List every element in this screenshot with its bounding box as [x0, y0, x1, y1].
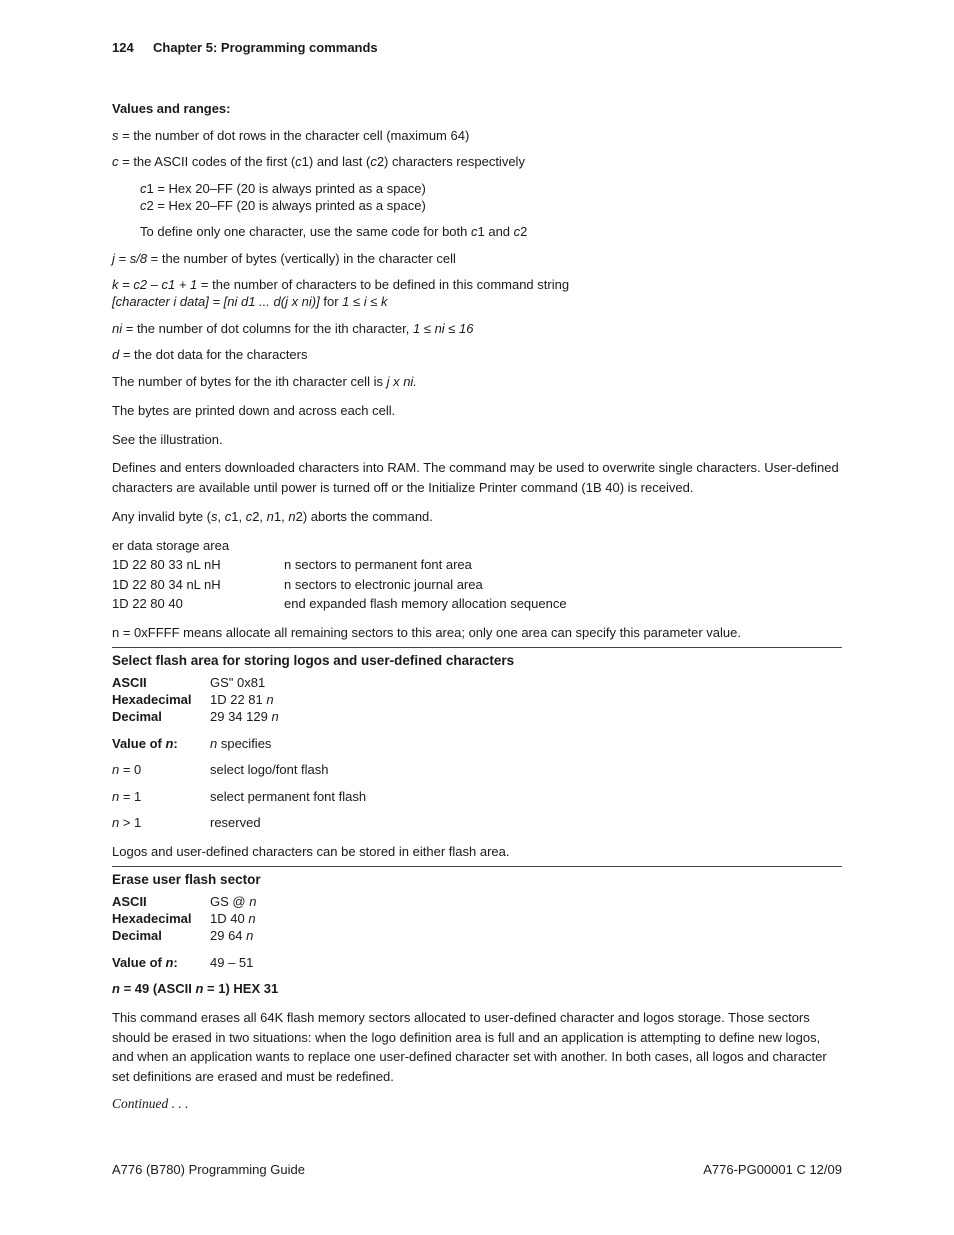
value-of-n-text: n specifies	[210, 736, 272, 751]
c-definition: c = the ASCII codes of the first (c1) and last (c2) characters respectively	[112, 154, 525, 169]
flash-section-title: Select flash area for storing logos and user-defined characters	[112, 653, 515, 668]
option-condition: n = 0	[112, 762, 142, 777]
decimal-value: 29 64 n	[210, 928, 254, 943]
decimal-label: Decimal	[112, 928, 162, 943]
value-of-n-label: Value of n:	[112, 736, 178, 751]
decimal-value: 29 34 129 n	[210, 709, 279, 724]
ascii-value: GS @ n	[210, 894, 257, 909]
decimal-label: Decimal	[112, 709, 162, 724]
continued-marker: Continued . . .	[112, 1096, 189, 1111]
footer-doc-number: A776-PG00001 C 12/09	[703, 1162, 842, 1177]
storage-note: n = 0xFFFF means allocate all remaining sectors to this area; only one area can specify this parameter value.	[112, 625, 741, 640]
storage-desc: n sectors to electronic journal area	[284, 577, 483, 592]
section-divider	[112, 866, 842, 867]
erase-description: This command erases all 64K flash memory sectors allocated to user-defined character and logos storage. Those sectors should be erased in two situations: when the logo definition area is full and an application is attempting to define new logos, and when an application wants to replace one user-defined character set with another. In both cases, all logos and character set definitions are erased and must be redefined.	[112, 1010, 827, 1084]
printed-down-text: The bytes are printed down and across each cell.	[112, 403, 396, 418]
storage-code: 1D 22 80 34 nL nH	[112, 577, 221, 592]
value-of-n-label: Value of n:	[112, 955, 178, 970]
option-condition: n = 1	[112, 789, 142, 804]
chapter-title: Chapter 5: Programming commands	[153, 40, 378, 55]
storage-code: 1D 22 80 40	[112, 596, 183, 611]
erase-subheading: n = 49 (ASCII n = 1) HEX 31	[112, 981, 279, 996]
option-description: reserved	[210, 815, 261, 830]
option-description: select permanent font flash	[210, 789, 367, 804]
storage-title: er data storage area	[112, 538, 230, 553]
hex-value: 1D 22 81 n	[210, 692, 274, 707]
one-char-note: To define only one character, use the same code for both c1 and c2	[140, 224, 528, 239]
see-illustration-text: See the illustration.	[112, 432, 223, 447]
page-number: 124	[112, 40, 134, 55]
c2-range: c2 = Hex 20–FF (20 is always printed as a space)	[140, 198, 426, 213]
storage-code: 1D 22 80 33 nL nH	[112, 557, 221, 572]
k-definition: k = c2 – c1 + 1 = the number of characters to be defined in this command string	[112, 277, 570, 292]
hex-label: Hexadecimal	[112, 692, 192, 707]
section-divider	[112, 647, 842, 648]
hex-value: 1D 40 n	[210, 911, 256, 926]
d-definition: d = the dot data for the characters	[112, 347, 308, 362]
storage-desc: end expanded flash memory allocation sequence	[284, 596, 567, 611]
bytes-note: The number of bytes for the ith character cell is j x ni.	[112, 374, 417, 389]
defines-paragraph: Defines and enters downloaded characters into RAM. The command may be used to overwrite single characters. User-defined characters are available until power is turned off or the Initialize Printer command (1B 40) is received.	[112, 460, 839, 495]
data-definition: [character i data] = [ni d1 ... d(j x ni)] for 1 ≤ i ≤ k	[112, 294, 388, 309]
flash-note: Logos and user-defined characters can be stored in either flash area.	[112, 844, 510, 859]
ascii-label: ASCII	[112, 894, 147, 909]
erase-section-title: Erase user flash sector	[112, 872, 261, 887]
s-definition: s = the number of dot rows in the character cell (maximum 64)	[112, 128, 470, 143]
values-heading: Values and ranges:	[112, 101, 231, 116]
option-condition: n > 1	[112, 815, 142, 830]
j-definition: j = s/8 = the number of bytes (vertically) in the character cell	[112, 251, 456, 266]
invalid-byte-text: Any invalid byte (s, c1, c2, n1, n2) aborts the command.	[112, 509, 433, 524]
ascii-label: ASCII	[112, 675, 147, 690]
hex-label: Hexadecimal	[112, 911, 192, 926]
ni-definition: ni = the number of dot columns for the ith character, 1 ≤ ni ≤ 16	[112, 321, 474, 336]
footer-guide-title: A776 (B780) Programming Guide	[112, 1162, 305, 1177]
option-description: select logo/font flash	[210, 762, 329, 777]
c1-range: c1 = Hex 20–FF (20 is always printed as a space)	[140, 181, 426, 196]
storage-desc: n sectors to permanent font area	[284, 557, 472, 572]
value-range: 49 – 51	[210, 955, 254, 970]
ascii-value: GS" 0x81	[210, 675, 266, 690]
